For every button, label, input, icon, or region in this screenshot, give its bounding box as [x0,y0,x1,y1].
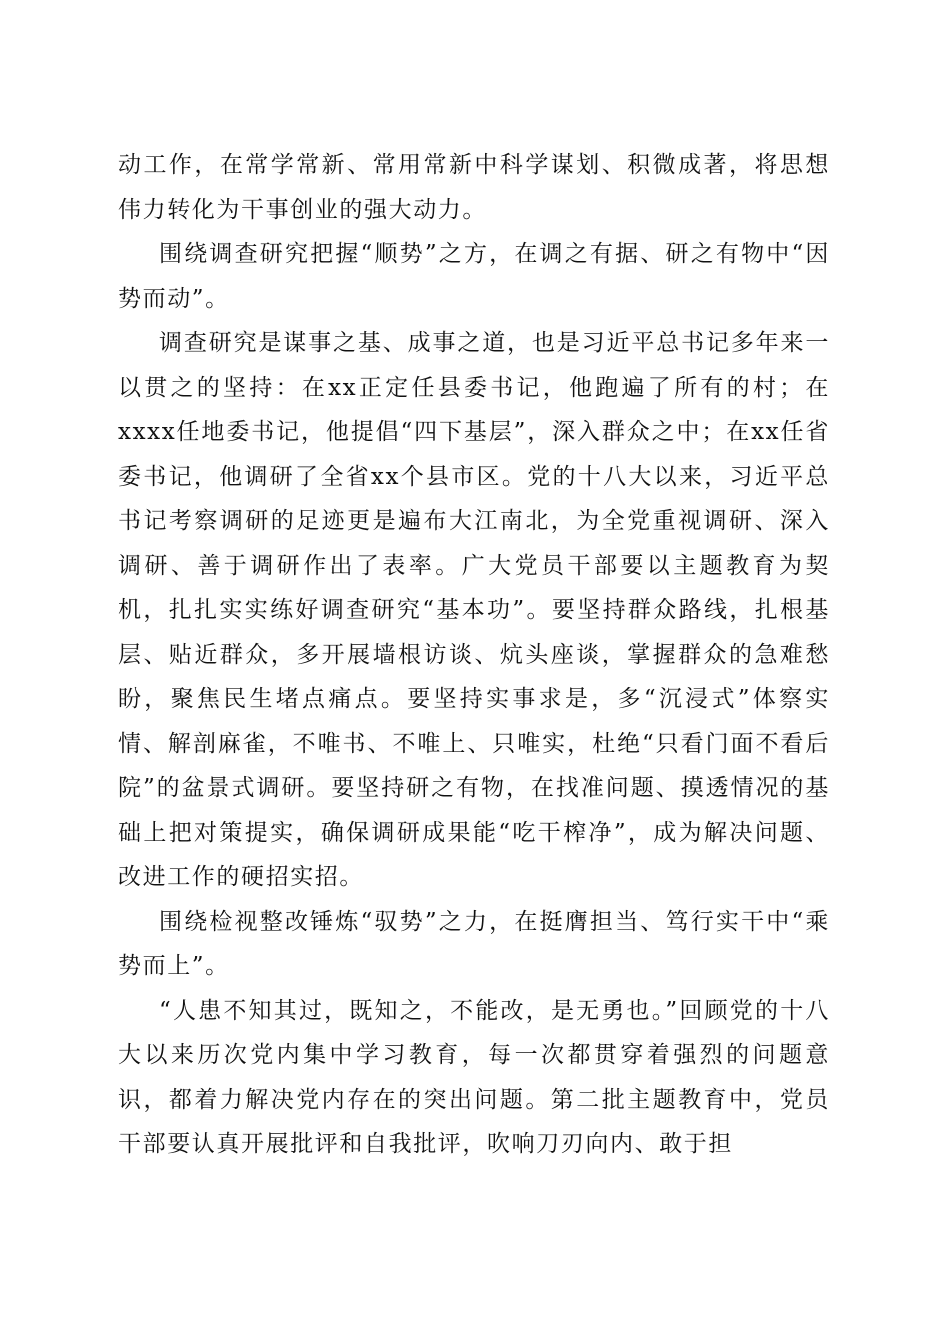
paragraph-continuation: 动工作，在常学常新、常用常新中科学谋划、积微成著，将思想伟力转化为干事创业的强大动力。 [118,152,830,223]
paragraph-rectification: “人患不知其过，既知之，不能改，是无勇也。”回顾党的十八大以来历次党内集中学习教育，每一次都贯穿着强烈的问题意识，都着力解决党内存在的突出问题。第二批主题教育中，党员干部要认真开展批评和自我批评，吹响刀刃向内、敢于担 [118,997,830,1157]
document-body [118,143,830,1167]
section-heading-rectification: 围绕检视整改锤炼“驭势”之力，在挺膺担当、笃行实干中“乘势而上”。 [118,908,830,979]
section-heading-survey: 围绕调查研究把握“顺势”之方，在调之有据、研之有物中“因势而动”。 [118,241,830,312]
paragraph-survey-research: 调查研究是谋事之基、成事之道，也是习近平总书记多年来一以贯之的坚持：在xx正定任县委书记，他跑遍了所有的村；在xxxx任地委书记，他提倡“四下基层”，深入群众之中；在xx任省委书记，他调研了全省xx个县市区。党的十八大以来，习近平总书记考察调研的足迹更是遍布大江南北，为全党重视调研、深入调研、善于调研作出了表率。广大党员干部要以主题教育为契机，扎扎实实练好调查研究“基本功”。要坚持群众路线，扎根基层、贴近群众，多开展墙根访谈、炕头座谈，掌握群众的急难愁盼，聚焦民生堵点痛点。要坚持实事求是，多“沉浸式”体察实情、解剖麻雀，不唯书、不唯上、只唯实，杜绝“只看门面不看后院”的盆景式调研。要坚持研之有物，在找准问题、摸透情况的基础上把对策提实，确保调研成果能“吃干榨净”，成为解决问题、改进工作的硬招实招。 [118,330,830,890]
